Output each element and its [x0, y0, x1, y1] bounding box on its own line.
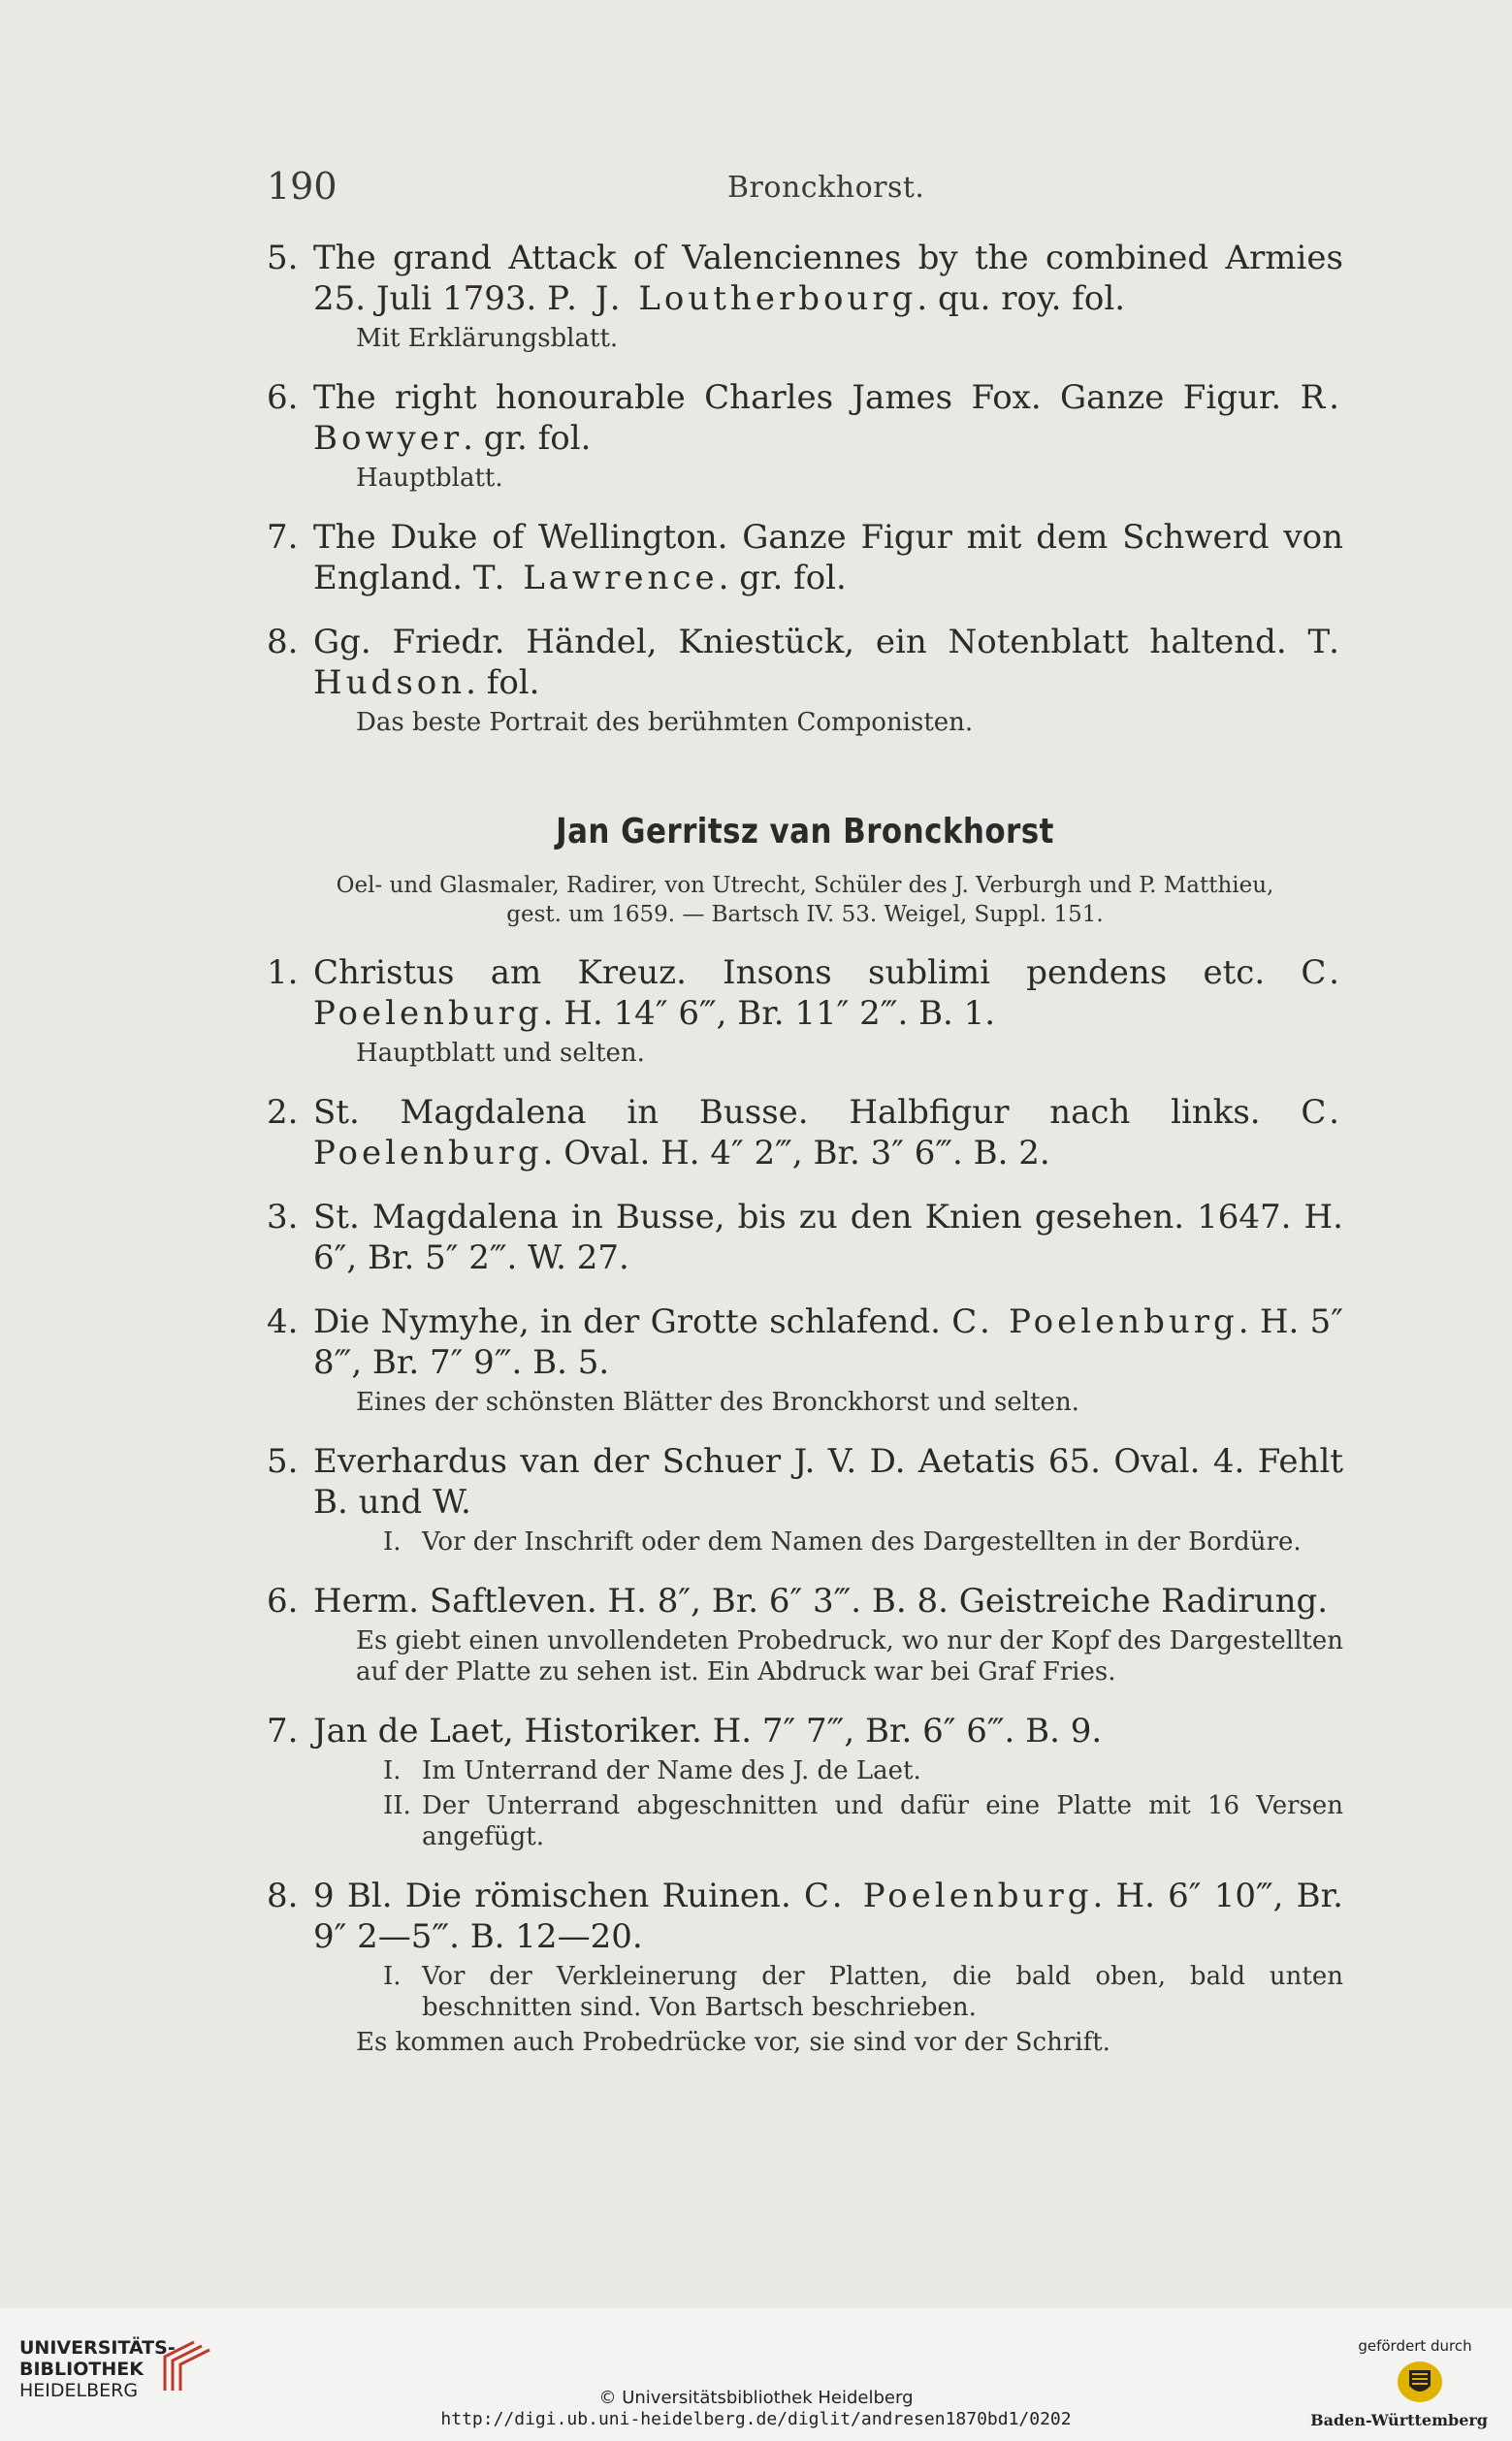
entry-note: Es giebt einen unvollendeten Probedruck, wo nur der Kopf des Dargestellten auf der Platte zu sehen ist. Ein Abdruck war bei Graf Fries. [356, 1626, 1343, 1686]
entry-note: Hauptblatt und selten. [356, 1039, 645, 1068]
artist-name: C. Poelenburg [951, 1302, 1239, 1341]
catalog-entry [267, 377, 1343, 459]
artist-name: R. Bowyer [313, 378, 1343, 458]
catalog-entry [267, 1301, 1343, 1383]
entry-text-part: Gg. Friedr. Händel, Kniestück, ein Notenblatt haltend. [313, 623, 1308, 661]
state-note [383, 1790, 1343, 1852]
state-coat-of-arms-icon[interactable] [1396, 2359, 1444, 2405]
running-head: Bronckhorst. [727, 171, 925, 205]
entry-note: Es kommen auch Probedrücke vor, sie sind vor der Schrift. [356, 2028, 1110, 2057]
library-logo-icon[interactable] [155, 2337, 213, 2395]
catalog-entry [267, 1441, 1343, 1523]
artist-name: T. Lawrence [472, 559, 719, 597]
state-label: I. [383, 1962, 402, 1991]
catalog-entry [267, 1092, 1343, 1173]
entry-note: Eines der schönsten Blätter des Bronckhorst und selten. [356, 1388, 1079, 1417]
entry-text [313, 1711, 1343, 1751]
permalink[interactable]: http://digi.ub.uni-heidelberg.de/diglit/andresen1870bd1/0202 [440, 2409, 1072, 2429]
state-note [383, 1526, 1343, 1558]
entry-number: 4. [267, 1302, 299, 1341]
entry-number: 3. [267, 1198, 299, 1237]
copyright-text: © Universitätsbibliothek Heidelberg [598, 2388, 914, 2408]
artist-name: T. Hudson [313, 623, 1343, 702]
entry-text-part: 9 Bl. Die römischen Ruinen. [313, 1877, 804, 1915]
funded-by-label: gefördert durch [1358, 2337, 1472, 2355]
catalog-entry [267, 1876, 1343, 1957]
entry-text [313, 1876, 1343, 1957]
entry-text [313, 1441, 1343, 1523]
state-label: I. [383, 1756, 402, 1785]
entry-text-part: Jan de Laet, Historiker. H. 7″ 7‴, Br. 6″ 6‴. B. 9. [313, 1712, 1103, 1750]
artist-name: C. Poelenburg [803, 1877, 1093, 1915]
catalog-entry [267, 952, 1343, 1034]
entry-text-part: . gr. fol. [718, 559, 847, 597]
entry-note: Hauptblatt. [356, 464, 503, 493]
entry-text [313, 952, 1343, 1034]
entry-text [313, 1197, 1343, 1278]
library-name-line: BIBLIOTHEK [19, 2359, 144, 2380]
state-name: Baden-Württemberg [1310, 2411, 1488, 2429]
entry-text [313, 1301, 1343, 1383]
artist-name: P. J. Loutherbourg [547, 279, 917, 318]
entry-number: 2. [267, 1093, 299, 1132]
entry-text-part: . H. 6″ 10‴, Br. 9″ 2—5‴. B. 12—20. [313, 1877, 1343, 1956]
catalog-entry [267, 1581, 1343, 1622]
entry-list-top [267, 238, 1343, 761]
entry-number: 6. [267, 1582, 299, 1621]
entry-text-part: Christus am Kreuz. Insons sublimi pendens etc. [313, 953, 1302, 992]
entry-text-part: . qu. roy. fol. [917, 279, 1126, 318]
entry-text-part: . H. 5″ 8‴, Br. 7″ 9‴. B. 5. [313, 1302, 1343, 1382]
state-text: Vor der Verkleinerung der Platten, die bald oben, bald unten beschnitten sind. Von Bartsch beschrieben. [422, 1962, 1343, 2022]
state-text: Vor der Inschrift oder dem Namen des Dargestellten in der Bordüre. [422, 1527, 1302, 1557]
catalog-entry [267, 517, 1343, 598]
entry-text-part: Die Nymyhe, in der Grotte schlafend. [313, 1302, 952, 1341]
entry-text-part: St. Magdalena in Busse. Halbfigur nach links. [313, 1093, 1302, 1132]
section-subtitle-line: Oel- und Glasmaler, Radirer, von Utrecht, Schüler des J. Verburgh und P. Matthieu, [336, 873, 1274, 898]
entry-number: 5. [267, 239, 299, 277]
library-name-line: UNIVERSITÄTS- [19, 2337, 176, 2359]
entry-text-part: The Duke of Wellington. Ganze Figur mit dem Schwerd von England. [313, 518, 1343, 597]
footer-bar [0, 2308, 1512, 2441]
entry-text-part: Herm. Saftleven. H. 8″, Br. 6″ 3‴. B. 8. Geistreiche Radirung. [313, 1582, 1329, 1621]
entry-text [313, 1092, 1343, 1173]
entry-text-part: Everhardus van der Schuer J. V. D. Aetatis 65. Oval. 4. Fehlt B. und W. [313, 1442, 1343, 1522]
library-name-line: HEIDELBERG [19, 2380, 139, 2401]
entry-number: 8. [267, 1877, 299, 1915]
entry-text [313, 238, 1343, 319]
entry-text-part: . H. 14″ 6‴, Br. 11″ 2‴. B. 1. [542, 994, 996, 1033]
entry-number: 1. [267, 953, 299, 992]
entry-number: 5. [267, 1442, 299, 1481]
entry-text [313, 1581, 1343, 1622]
page-header [267, 165, 1343, 223]
entry-text-part: . fol. [466, 663, 540, 702]
page-number: 190 [267, 165, 338, 208]
section-subtitle-line: gest. um 1659. — Bartsch IV. 53. Weigel, Suppl. 151. [506, 902, 1104, 927]
entry-number: 8. [267, 623, 299, 661]
entry-list-main [267, 952, 1343, 2081]
section-subtitle [267, 871, 1343, 929]
state-label: I. [383, 1527, 402, 1557]
entry-note: Das beste Portrait des berühmten Componisten. [356, 708, 974, 737]
section-title: Jan Gerritsz van Bronckhorst [556, 812, 1054, 851]
artist-name: C. Poelenburg [313, 1093, 1343, 1172]
entry-number: 7. [267, 1712, 299, 1750]
entry-text [313, 517, 1343, 598]
state-note [383, 1961, 1343, 2023]
state-label: II. [383, 1791, 411, 1820]
state-note [383, 1755, 1343, 1786]
entry-number: 7. [267, 518, 299, 557]
catalog-entry [267, 622, 1343, 703]
catalog-entry [267, 1711, 1343, 1751]
page-body [267, 238, 1343, 2081]
catalog-entry [267, 1197, 1343, 1278]
artist-name: C. Poelenburg [313, 953, 1343, 1033]
entry-text-part: . Oval. H. 4″ 2‴, Br. 3″ 6‴. B. 2. [542, 1134, 1050, 1172]
entry-text [313, 622, 1343, 703]
entry-text-part: The right honourable Charles James Fox. Ganze Figur. [313, 378, 1301, 417]
entry-number: 6. [267, 378, 299, 417]
entry-note: Mit Erklärungsblatt. [356, 324, 619, 353]
entry-text-part: . gr. fol. [463, 419, 592, 458]
entry-text [313, 377, 1343, 459]
entry-text-part: The grand Attack of Valenciennes by the combined Armies 25. Juli 1793. [313, 239, 1343, 318]
state-text: Der Unterrand abgeschnitten und dafür eine Platte mit 16 Versen angefügt. [422, 1791, 1343, 1851]
state-text: Im Unterrand der Name des J. de Laet. [422, 1756, 921, 1785]
catalog-entry [267, 238, 1343, 319]
entry-text-part: St. Magdalena in Busse, bis zu den Knien gesehen. 1647. H. 6″, Br. 5″ 2‴. W. 27. [313, 1198, 1343, 1277]
